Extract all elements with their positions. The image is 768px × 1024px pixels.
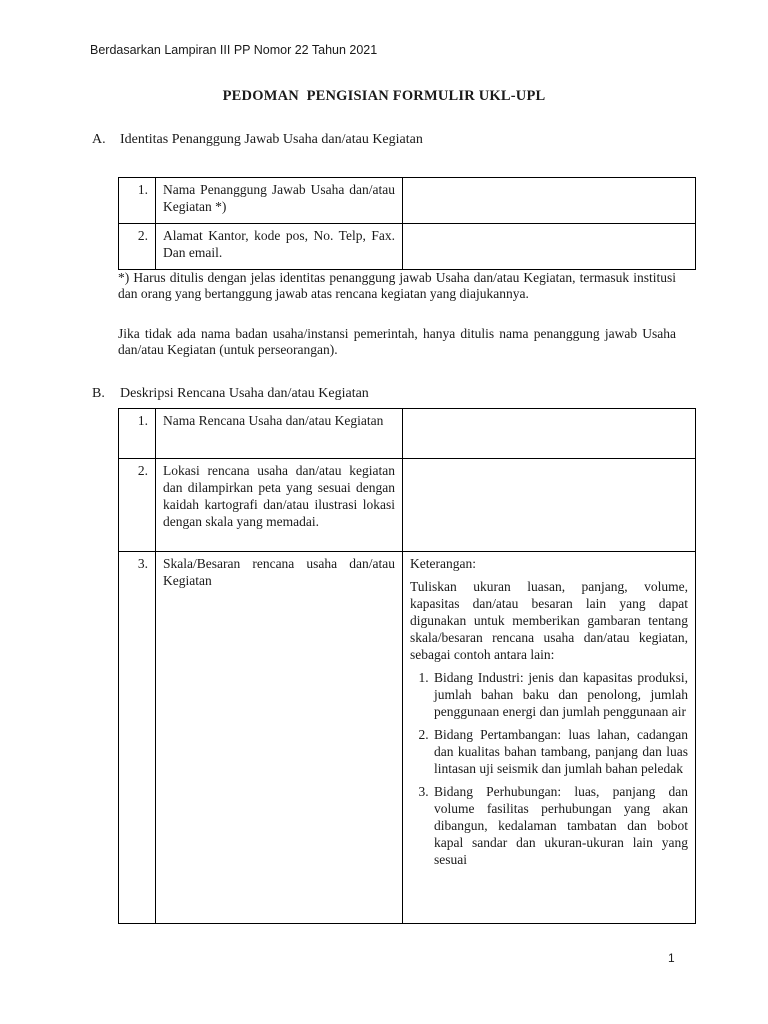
list-item: 2. Bidang Pertambangan: luas lahan, cadangan dan kualitas bahan tambang, panjang dan luas lintasan uji seismik dan jumlah bahan peledak — [432, 726, 688, 777]
section-a-letter: A. — [92, 132, 106, 147]
row-label: Alamat Kantor, kode pos, No. Telp, Fax. Dan email. — [156, 224, 403, 270]
table-row — [119, 409, 696, 459]
answer-field-alamat-kantor[interactable] — [403, 224, 696, 270]
footnote-identitas: *) Harus ditulis dengan jelas identitas penanggung jawab Usaha dan/atau Kegiatan, termasuk institusi dan orang yang bertanggung jawab atas rencana kegiatan yang diajukannya. — [118, 270, 676, 301]
list-item: 3. Bidang Perhubungan: luas, panjang dan volume fasilitas perhubungan yang akan dibangun, kedalaman tambatan dan bobot kapal sandar dan ukuran-ukuran lain yang sesuai — [432, 783, 688, 868]
bidang-list — [410, 669, 688, 868]
section-b-title: Deskripsi Rencana Usaha dan/atau Kegiatan — [120, 386, 369, 401]
list-item: 1. Bidang Industri: jenis dan kapasitas produksi, jumlah bahan baku dan penolong, jumlah penggunaan energi dan jumlah penggunaan air — [432, 669, 688, 720]
row-label: Nama Rencana Usaha dan/atau Kegiatan — [156, 409, 403, 459]
answer-field-lokasi[interactable] — [403, 459, 696, 552]
identity-table — [118, 177, 696, 270]
section-b-letter: B. — [92, 386, 105, 401]
row-number: 2. — [119, 459, 156, 552]
keterangan-heading: Keterangan: — [410, 556, 476, 571]
row-number: 2. — [119, 224, 156, 270]
section-a-title: Identitas Penanggung Jawab Usaha dan/atau Kegiatan — [120, 132, 423, 147]
page-number: 1 — [668, 951, 675, 965]
table-row — [119, 459, 696, 552]
answer-field-nama-rencana[interactable] — [403, 409, 696, 459]
keterangan-intro: Tuliskan ukuran luasan, panjang, volume, kapasitas dan/atau besaran lain yang dapat digunakan untuk memberikan gambaran tentang skala/besaran rencana usaha dan/atau kegiatan, sebagai contoh antara lain: — [410, 579, 688, 662]
answer-field-nama-penanggung-jawab[interactable] — [403, 178, 696, 224]
section-a-heading — [92, 132, 423, 148]
table-row — [119, 224, 696, 270]
row-number: 3. — [119, 552, 156, 924]
table-row — [119, 552, 696, 924]
document-title: PEDOMAN PENGISIAN FORMULIR UKL-UPL — [222, 88, 546, 104]
header-note: Berdasarkan Lampiran III PP Nomor 22 Tahun 2021 — [90, 43, 378, 57]
row-label: Nama Penanggung Jawab Usaha dan/atau Kegiatan *) — [156, 178, 403, 224]
row-label: Skala/Besaran rencana usaha dan/atau Kegiatan — [156, 552, 403, 924]
section-b-heading — [92, 386, 369, 402]
row-number: 1. — [119, 178, 156, 224]
note-perseorangan: Jika tidak ada nama badan usaha/instansi pemerintah, hanya ditulis nama penanggung jawab Usaha dan/atau Kegiatan (untuk perseorangan). — [118, 326, 676, 357]
description-table — [118, 408, 696, 924]
row-label: Lokasi rencana usaha dan/atau kegiatan dan dilampirkan peta yang sesuai dengan kaidah kartografi dan/atau ilustrasi lokasi dengan skala yang memadai. — [156, 459, 403, 552]
table-row — [119, 178, 696, 224]
row-number: 1. — [119, 409, 156, 459]
keterangan-cell[interactable] — [403, 552, 696, 924]
